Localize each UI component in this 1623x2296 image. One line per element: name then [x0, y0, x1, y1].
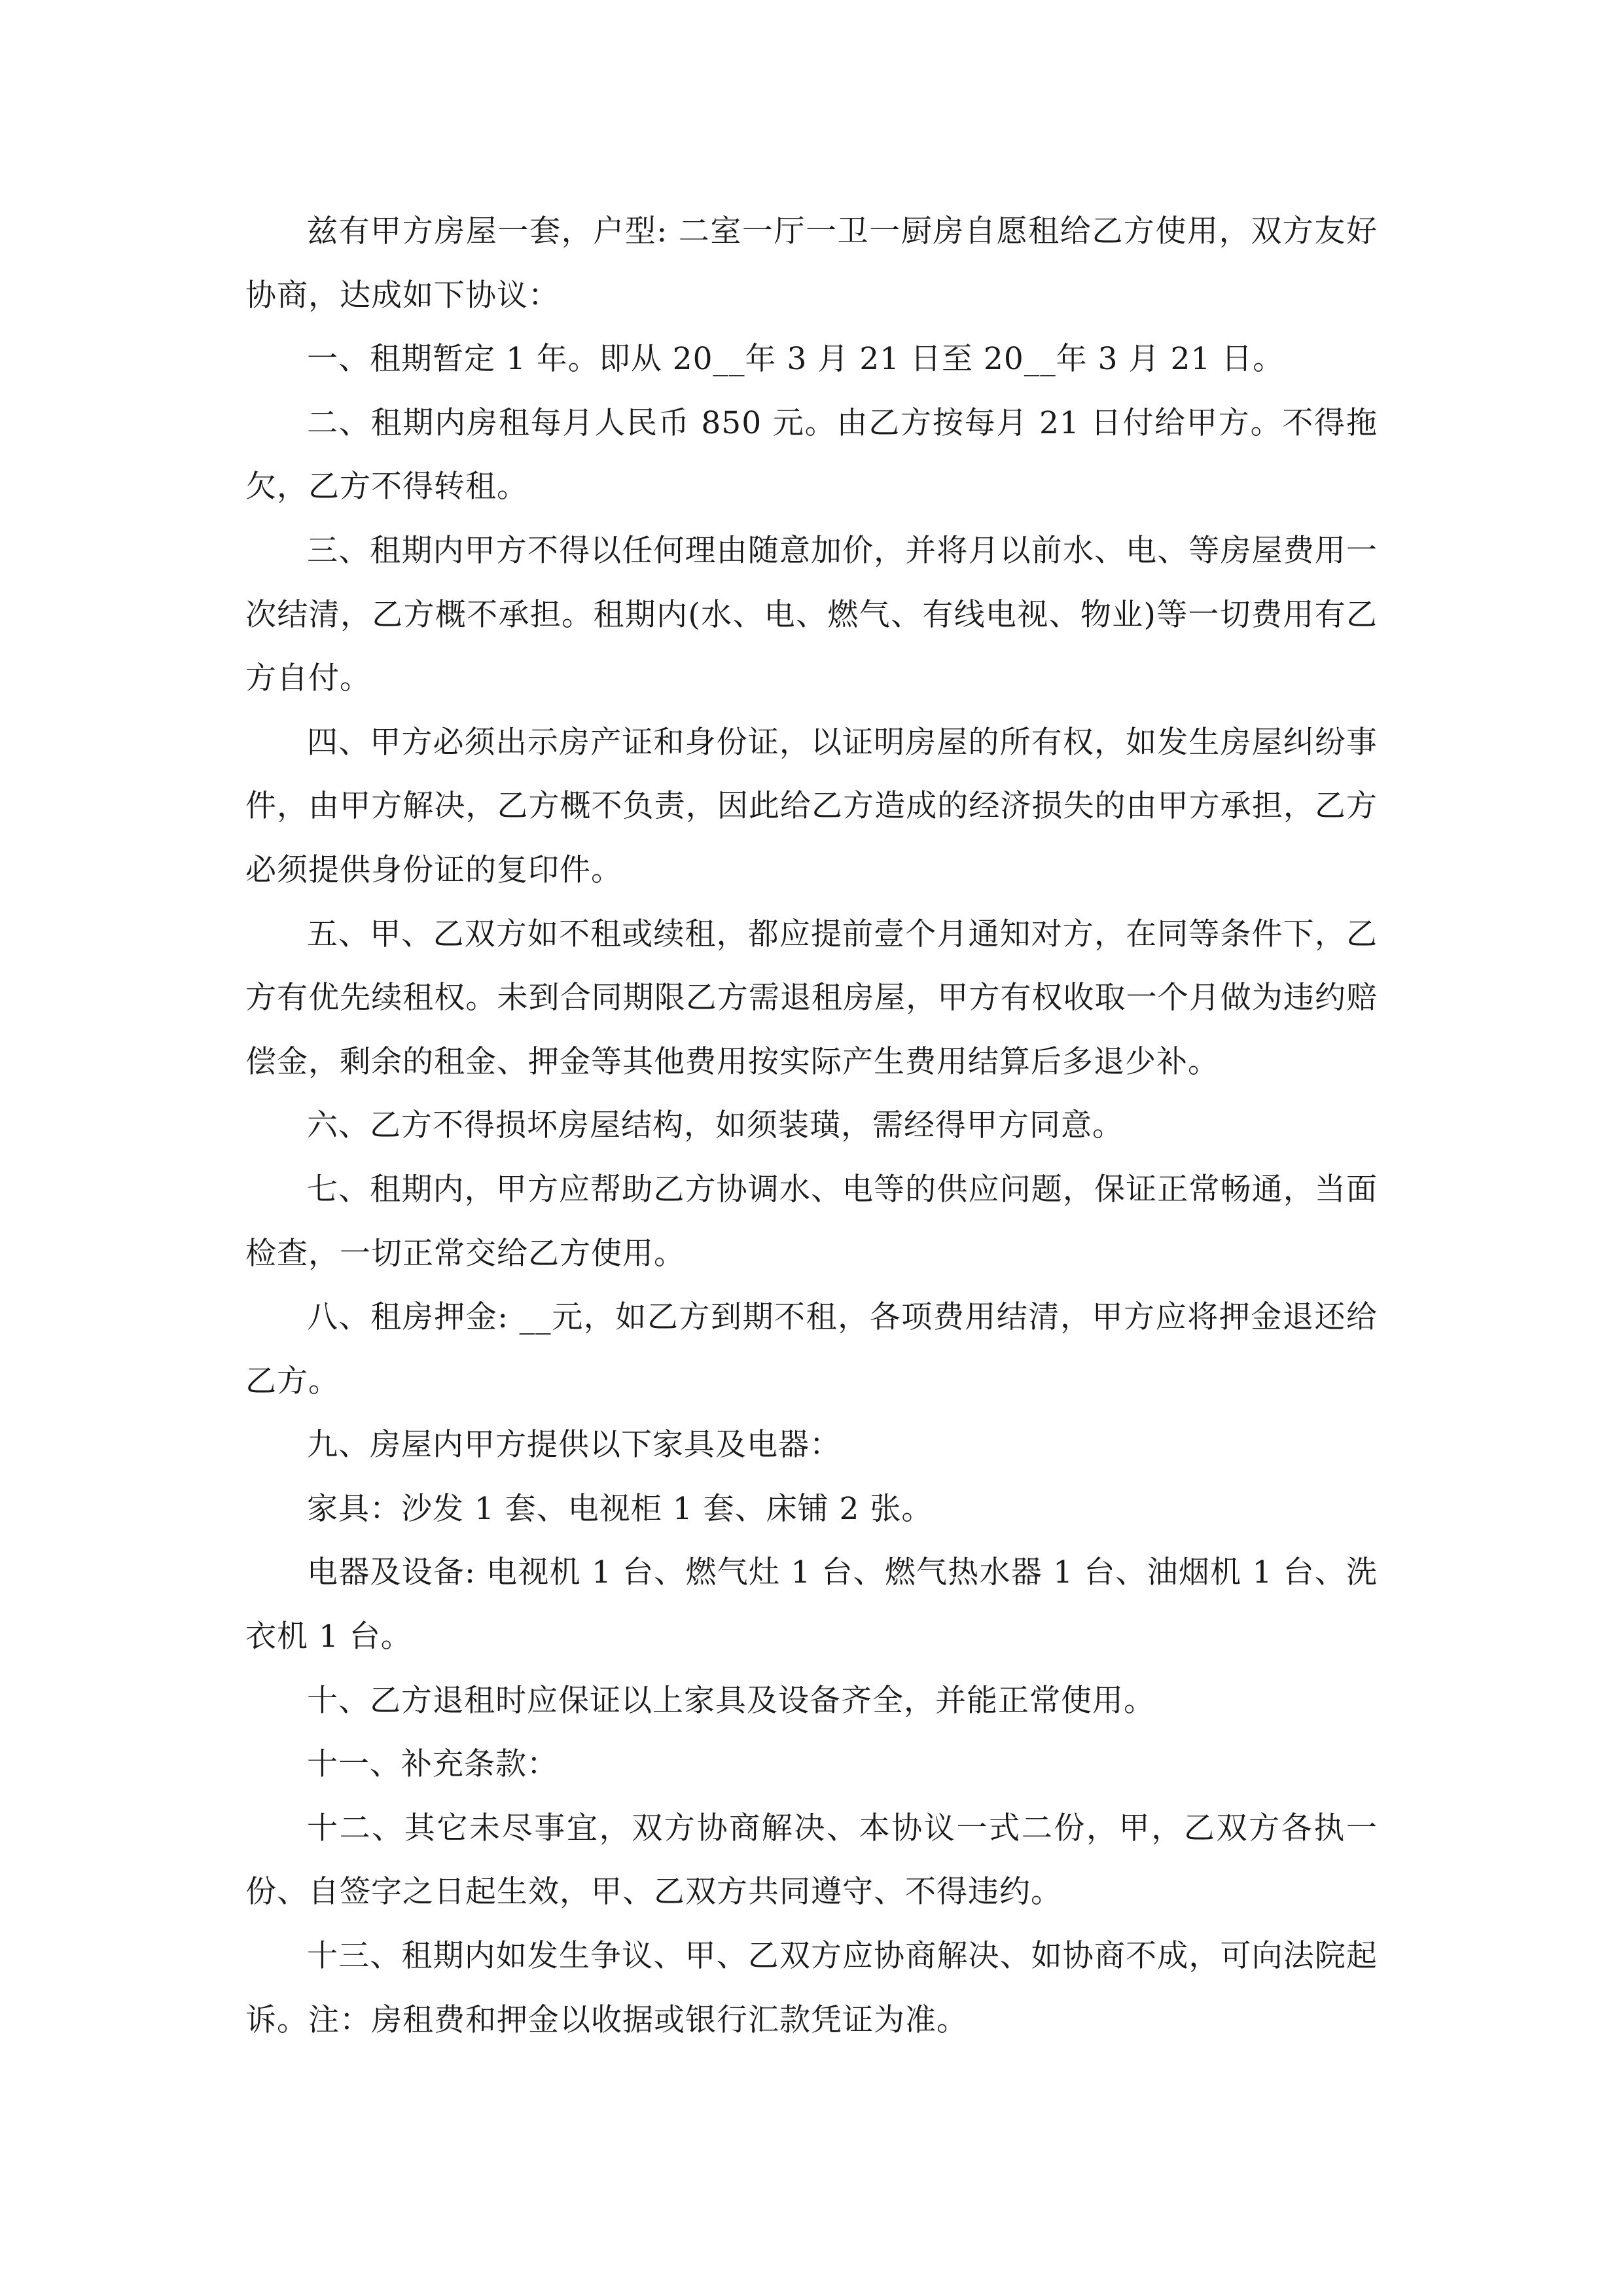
clause-7-utilities: 七、租期内，甲方应帮助乙方协调水、电等的供应问题，保证正常畅通，当面检查，一切正常交给乙方使用。 — [245, 1171, 1378, 1272]
clause-3-fees: 三、租期内甲方不得以任何理由随意加价，并将月以前水、电、等房屋费用一次结清，乙方概不承担。租期内(水、电、燃气、有线电视、物业)等一切费用有乙方自付。 — [245, 532, 1378, 697]
furniture-list: 家具：沙发 1 套、电视柜 1 套、床铺 2 张。 — [307, 1490, 933, 1527]
clause-4-ownership: 四、甲方必须出示房产证和身份证，以证明房屋的所有权，如发生房屋纠纷事件，由甲方解决，乙方概不负责，因此给乙方造成的经济损失的由甲方承担，乙方必须提供身份证的复印件。 — [245, 724, 1378, 888]
clause-13-disputes: 十三、租期内如发生争议、甲、乙双方应协商解决、如协商不成，可向法院起诉。注：房租费和押金以收据或银行汇款凭证为准。 — [245, 1938, 1378, 2038]
appliance-list: 电器及设备: 电视机 1 台、燃气灶 1 台、燃气热水器 1 台、油烟机 1 台、洗衣机 1 台。 — [245, 1554, 1378, 1655]
document-body — [245, 200, 1378, 2052]
clause-1-lease-term: 一、租期暂定 1 年。即从 20__年 3 月 21 日至 20__年 3 月 21 日。 — [307, 341, 1285, 378]
clause-2-rent: 二、租期内房租每月人民币 850 元。由乙方按每月 21 日付给甲方。不得拖欠，乙方不得转租。 — [245, 404, 1378, 505]
clause-9-furnishings: 九、房屋内甲方提供以下家具及电器： — [307, 1427, 841, 1463]
clause-10-return: 十、乙方退租时应保证以上家具及设备齐全，并能正常使用。 — [307, 1682, 1155, 1719]
clause-12-other: 十二、其它未尽事宜，双方协商解决、本协议一式二份，甲，乙双方各执一份、自签字之日起生效，甲、乙双方共同遵守、不得违约。 — [245, 1810, 1378, 1910]
clause-8-deposit: 八、租房押金: __元，如乙方到期不租，各项费用结清，甲方应将押金退还给乙方。 — [245, 1299, 1378, 1399]
clause-6-structure: 六、乙方不得损坏房屋结构，如须装璜，需经得甲方同意。 — [307, 1107, 1124, 1144]
paragraph-intro: 兹有甲方房屋一套，户型: 二室一厅一卫一厨房自愿租给乙方使用，双方友好协商，达成如下协议： — [245, 213, 1378, 314]
clause-11-supplementary: 十一、补充条款： — [307, 1746, 558, 1783]
clause-5-renewal: 五、甲、乙双方如不租或续租，都应提前壹个月通知对方，在同等条件下，乙方有优先续租权。未到合同期限乙方需退租房屋，甲方有权收取一个月做为违约赔偿金，剩余的租金、押金等其他费用按实际产生费用结算后多退少补。 — [245, 916, 1378, 1080]
